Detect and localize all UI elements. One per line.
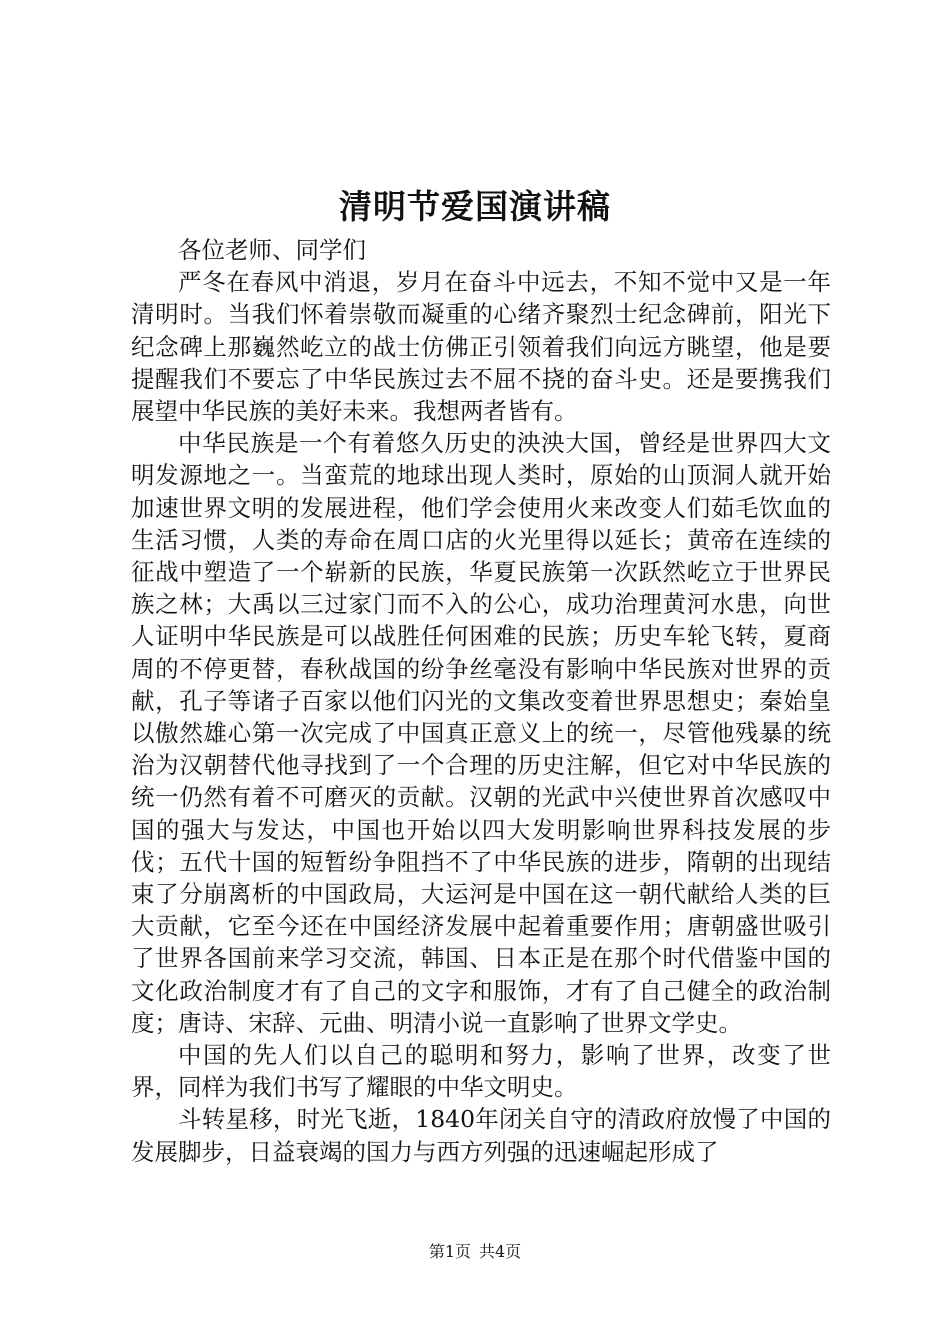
paragraph: 斗转星移，时光飞逝，1840年闭关自守的清政府放慢了中国的发展脚步，日益衰竭的国力与西方列强的迅速崛起形成了 [131, 1105, 831, 1166]
document-body [131, 234, 831, 1168]
paragraph: 中华民族是一个有着悠久历史的泱泱大国，曾经是世界四大文明发源地之一。当蛮荒的地球出现人类时，原始的山顶洞人就开始加速世界文明的发展进程，他们学会使用火来改变人们茹毛饮血的生活习惯，人类的寿命在周口店的火光里得以延长；黄帝在连续的征战中塑造了一个崭新的民族，华夏民族第一次跃然屹立于世界民族之林；大禹以三过家门而不入的公心，成功治理黄河水患，向世人证明中华民族是可以战胜任何困难的民族；历史车轮飞转，夏商周的不停更替，春秋战国的纷争丝毫没有影响中华民族对世界的贡献，孔子等诸子百家以他们闪光的文集改变着世界思想史；秦始皇以傲然雄心第一次完成了中国真正意义上的统一，尽管他残暴的统治为汉朝替代他寻找到了一个合理的历史注解，但它对中华民族的统一仍然有着不可磨灭的贡献。汉朝的光武中兴使世界首次感叹中国的强大与发达，中国也开始以四大发明影响世界科技发展的步伐；五代十国的短暂纷争阻挡不了中华民族的进步，隋朝的出现结束了分崩离析的中国政局，大运河是中国在这一朝代献给人类的巨大贡献，它至今还在中国经济发展中起着重要作用；唐朝盛世吸引了世界各国前来学习交流，韩国、日本正是在那个时代借鉴中国的文化政治制度才有了自己的文字和服饰，才有了自己健全的政治制度；唐诗、宋辞、元曲、明清小说一直影响了世界文学史。 [131, 429, 831, 1037]
page-footer [0, 1241, 950, 1263]
page-total: 共4页 [479, 1242, 522, 1261]
paragraph: 中国的先人们以自己的聪明和努力，影响了世界，改变了世界，同样为我们书写了耀眼的中华文明史。 [131, 1041, 831, 1102]
page-number: 第1页 [428, 1242, 471, 1261]
document-title: 清明节爱国演讲稿 [339, 187, 611, 226]
paragraph-salutation: 各位老师、同学们 [178, 236, 366, 264]
paragraph: 严冬在春风中消退，岁月在奋斗中远去，不知不觉中又是一年清明时。当我们怀着崇敬而凝重的心绪齐聚烈士纪念碑前，阳光下纪念碑上那巍然屹立的战士仿佛正引领着我们向远方眺望，他是要提醒我们不要忘了中华民族过去不屈不挠的奋斗史。还是要携我们展望中华民族的美好未来。我想两者皆有。 [131, 268, 831, 426]
